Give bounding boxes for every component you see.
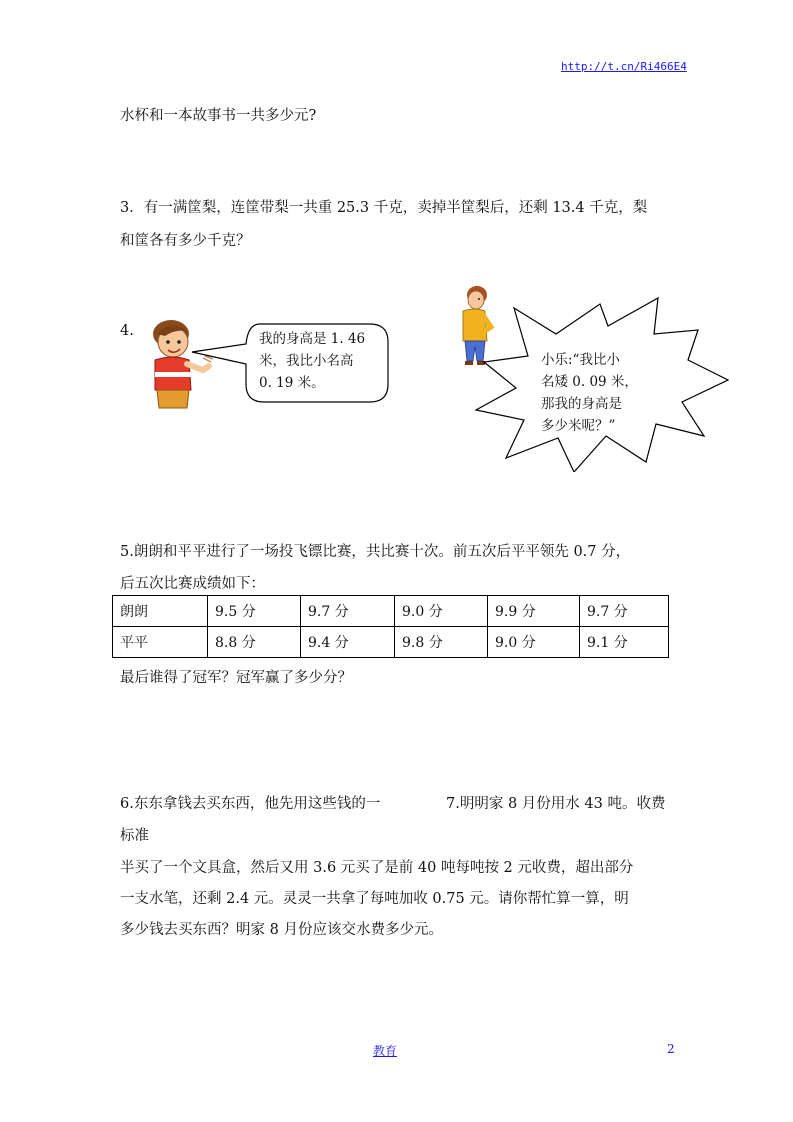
q3-line-2: 和筐各有多少千克？ xyxy=(120,233,251,249)
table-cell-name: 朗朗 xyxy=(113,596,208,627)
table-cell-score: 9.0 分 xyxy=(488,627,580,658)
table-cell-score: 9.1 分 xyxy=(580,627,669,658)
bubble-right-line-3: 那我的身高是 xyxy=(541,396,622,412)
table-cell-score: 9.7 分 xyxy=(301,596,395,627)
q67-line-2: 标准 xyxy=(120,828,149,844)
q6-line-1: 6.东东拿钱去买东西，他先用这些钱的一 xyxy=(120,796,381,812)
q67-line-4: 一支水笔，还剩 2.4 元。灵灵一共拿了每吨加收 0.75 元。请你帮忙算一算，明 xyxy=(120,891,629,907)
table-row xyxy=(113,596,669,627)
bubble-right-line-4: 多少米呢？” xyxy=(541,418,616,434)
table-cell-score: 9.5 分 xyxy=(208,596,301,627)
table-cell-score: 9.0 分 xyxy=(395,596,488,627)
page-number: 2 xyxy=(667,1042,675,1056)
bubble-right-line-1: 小乐:“我比小 xyxy=(541,352,620,368)
q67-line-5: 多少钱去买东西？明家 8 月份应该交水费多少元。 xyxy=(120,922,443,938)
score-table xyxy=(112,595,669,658)
bubble-left-line-3: 0. 19 米。 xyxy=(259,375,325,391)
q5-line-1: 5.朗朗和平平进行了一场投飞镖比赛，共比赛十次。前五次后平平领先 0.7 分， xyxy=(120,544,631,560)
q2-end-line: 水杯和一本故事书一共多少元? xyxy=(120,108,317,124)
table-cell-score: 9.8 分 xyxy=(395,627,488,658)
bubble-left-line-2: 米，我比小名高 xyxy=(259,353,354,369)
q5-question: 最后谁得了冠军？冠军赢了多少分？ xyxy=(120,670,352,686)
table-cell-score: 9.7 分 xyxy=(580,596,669,627)
table-cell-name: 平平 xyxy=(113,627,208,658)
footer-link[interactable]: 教育 xyxy=(373,1044,398,1058)
table-cell-score: 9.4 分 xyxy=(301,627,395,658)
q3-line-1: 3．有一满筐梨，连筐带梨一共重 25.3 千克，卖掉半筐梨后，还剩 13.4 千克，梨 xyxy=(120,200,648,216)
table-cell-score: 9.9 分 xyxy=(488,596,580,627)
table-row xyxy=(113,627,669,658)
q5-line-2: 后五次比赛成绩如下： xyxy=(120,576,265,592)
header-url-link[interactable]: http://t.cn/Ri466E4 xyxy=(561,60,687,73)
q67-line-3: 半买了一个文具盒，然后又用 3.6 元买了是前 40 吨每吨按 2 元收费，超出部分 xyxy=(120,860,634,876)
q7-line-1: 7.明明家 8 月份用水 43 吨。收费 xyxy=(446,796,666,812)
q4-label: 4. xyxy=(120,323,134,339)
bubble-right-line-2: 名矮 0. 09 米， xyxy=(541,374,638,390)
table-cell-score: 8.8 分 xyxy=(208,627,301,658)
bubble-left-line-1: 我的身高是 1. 46 xyxy=(259,331,366,347)
